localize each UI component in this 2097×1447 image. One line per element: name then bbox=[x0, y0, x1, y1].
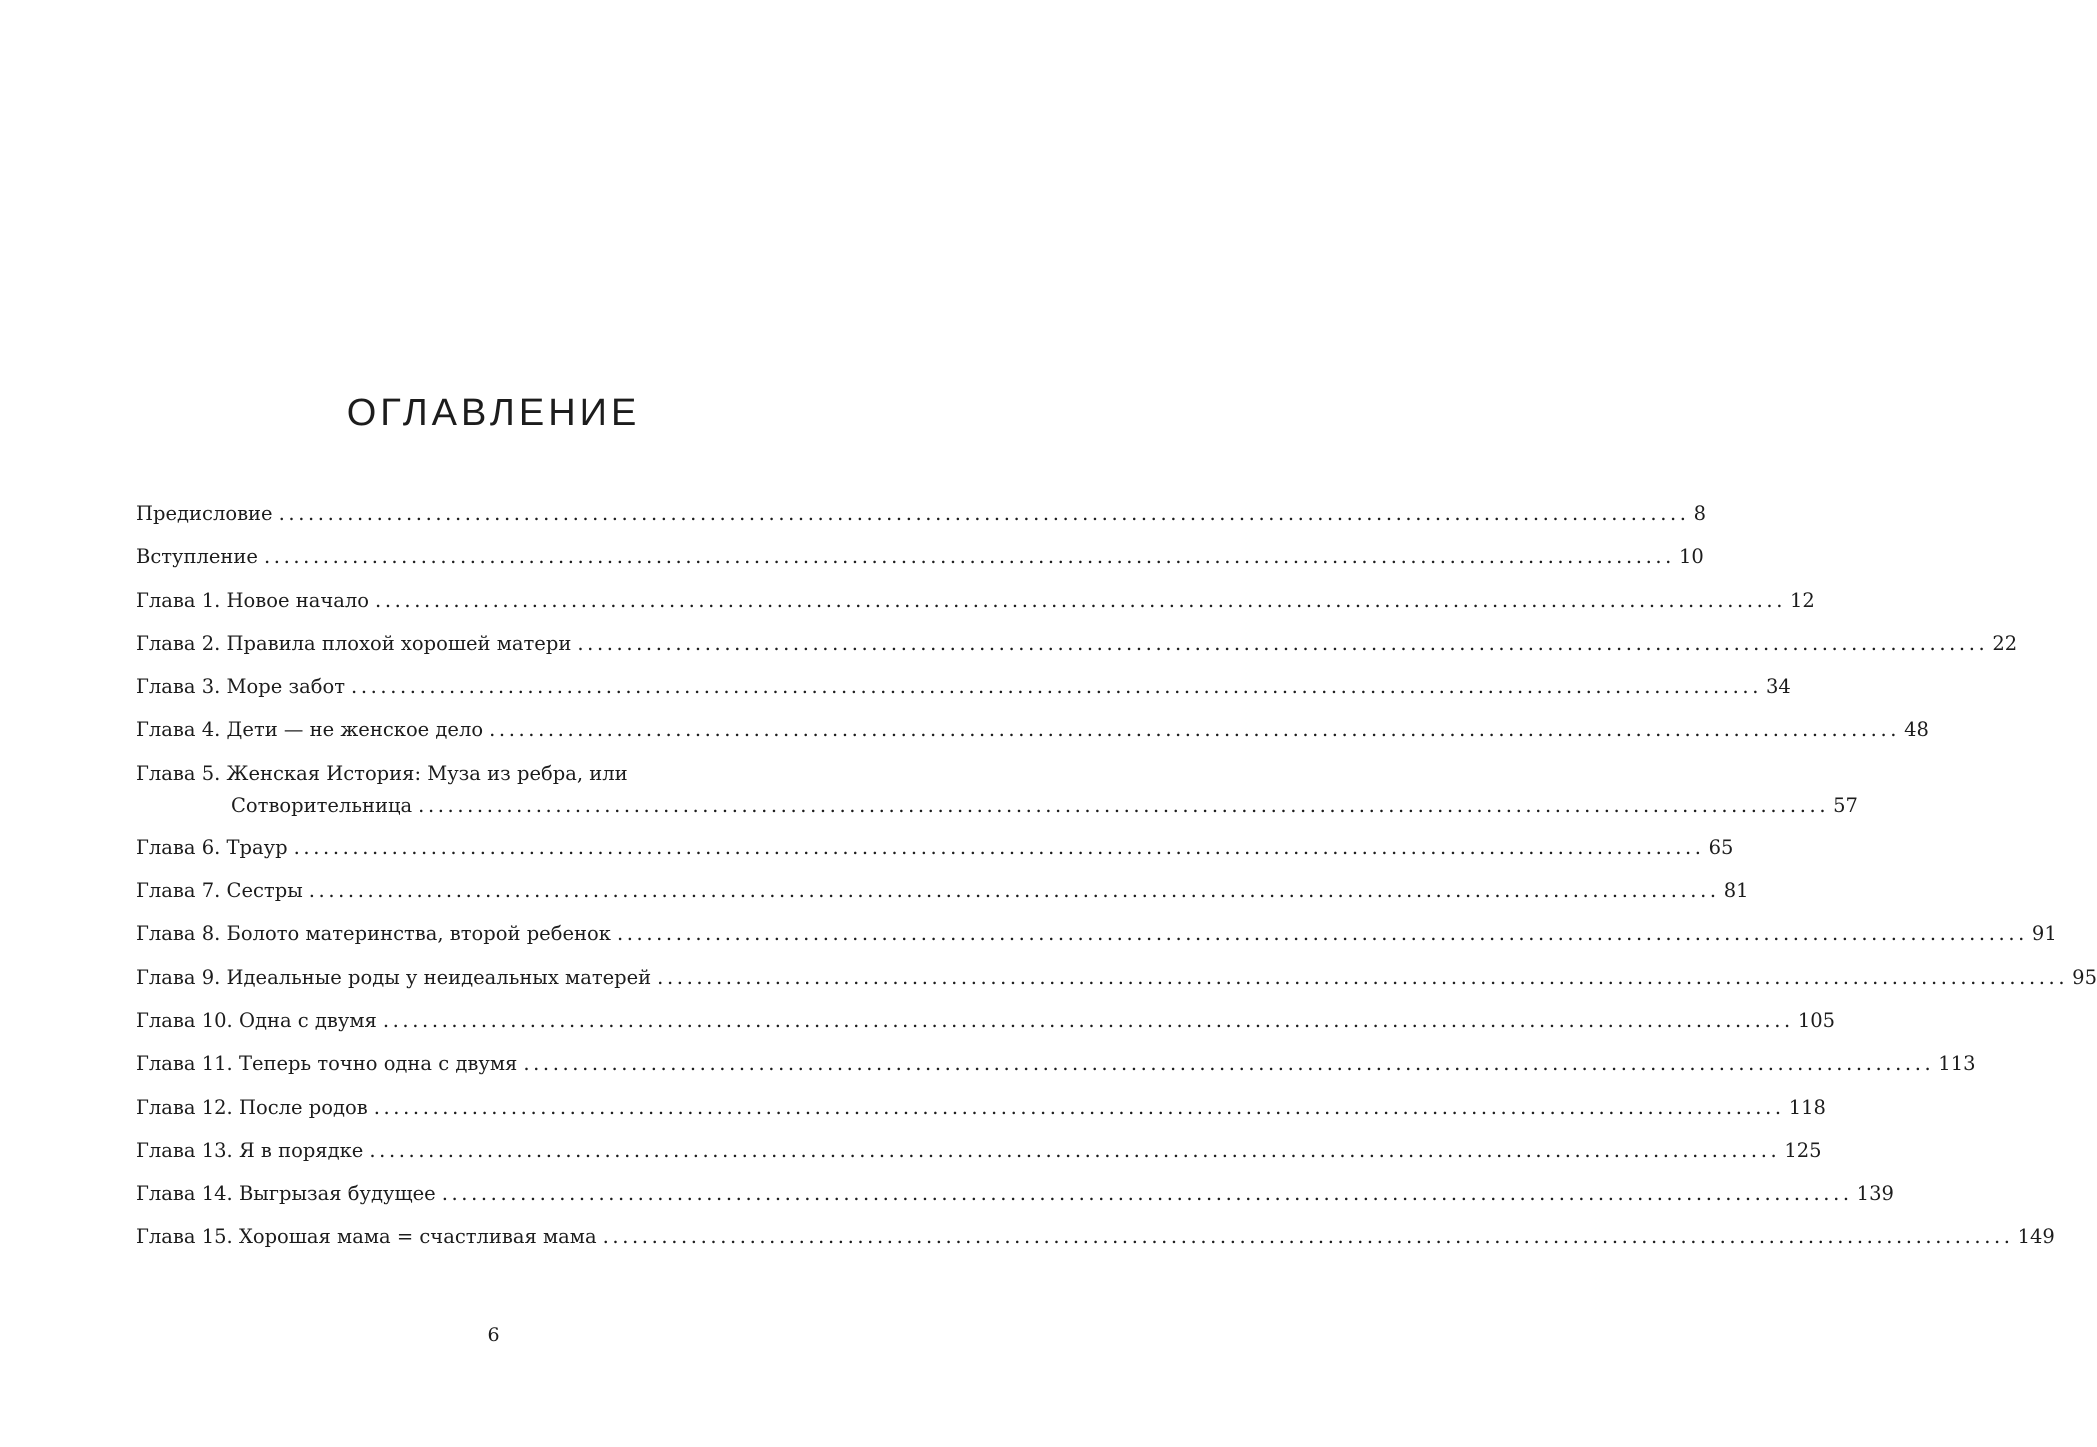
toc-entry-title-line2: Сотворительница bbox=[231, 793, 413, 817]
toc-entry-page: 12 bbox=[1790, 588, 1815, 612]
toc-entry-chapter-label: Глава 10. bbox=[136, 1008, 233, 1032]
toc-entry-page: 8 bbox=[1693, 502, 1707, 525]
toc-entry-chapter-label: Глава 6. bbox=[136, 835, 221, 859]
toc-entry-chapter-label: Глава 5. bbox=[136, 761, 221, 785]
toc-entry[interactable] bbox=[136, 1135, 1822, 1178]
toc-entry-chapter-label: Глава 9. bbox=[136, 965, 221, 989]
toc-entry-page: 139 bbox=[1856, 1182, 1894, 1206]
toc-entry-title: Одна с двумя bbox=[238, 1008, 377, 1032]
toc-entry-chapter-label: Глава 13. bbox=[136, 1138, 233, 1162]
toc-entry-page: 91 bbox=[2031, 922, 2057, 946]
dot-leader: ................................................................................................................................................ bbox=[278, 502, 1690, 525]
page-number: 6 bbox=[487, 1324, 500, 1346]
toc-entry-page: 118 bbox=[1788, 1095, 1826, 1119]
toc-entry[interactable] bbox=[136, 498, 1707, 541]
toc-entry-title: Идеальные роды у неидеальных матерей bbox=[226, 965, 652, 989]
toc-entry[interactable] bbox=[136, 875, 1749, 918]
toc-entry-chapter-label: Глава 12. bbox=[136, 1095, 233, 1119]
toc-entry[interactable] bbox=[136, 758, 1858, 832]
toc-entry-chapter-label: Глава 4. bbox=[136, 718, 221, 742]
toc-entry[interactable] bbox=[136, 628, 2018, 671]
toc-entry-page: 125 bbox=[1784, 1138, 1822, 1162]
toc-entry[interactable] bbox=[136, 714, 1929, 757]
toc-entry-title: Я в порядке bbox=[238, 1138, 364, 1162]
toc-entry[interactable] bbox=[136, 1178, 1894, 1221]
toc-entry-page: 105 bbox=[1797, 1008, 1836, 1032]
toc-entry-chapter-label: Глава 7. bbox=[136, 879, 221, 903]
toc-entry-chapter-label: Глава 15. bbox=[136, 1225, 233, 1249]
toc-entry-page: 113 bbox=[1938, 1052, 1976, 1076]
toc-entry-page: 22 bbox=[1992, 631, 2018, 655]
toc-entry[interactable] bbox=[136, 1221, 2055, 1264]
toc-entry-page: 57 bbox=[1833, 793, 1858, 817]
toc-entry-title: Выгрызая будущее bbox=[238, 1182, 436, 1206]
dot-leader: ................................................................................................................................................ bbox=[602, 1225, 2014, 1249]
dot-leader: ................................................................................................................................................ bbox=[577, 631, 1989, 655]
toc-entry-page: 48 bbox=[1904, 718, 1929, 742]
toc-entry-title: Траур bbox=[226, 835, 288, 859]
dot-leader: ................................................................................................................................................ bbox=[351, 675, 1762, 699]
toc-entry-chapter-label: Глава 1. bbox=[136, 588, 221, 612]
toc-entry-chapter-label: Глава 2. bbox=[136, 631, 221, 655]
dot-leader: ................................................................................................................................................ bbox=[369, 1138, 1781, 1162]
table-of-contents bbox=[136, 498, 2097, 1265]
dot-leader: ................................................................................................................................................ bbox=[657, 965, 2069, 989]
dot-leader: ................................................................................................................................................ bbox=[293, 835, 1705, 859]
toc-entry[interactable] bbox=[136, 1005, 1836, 1048]
toc-entry[interactable] bbox=[136, 918, 2057, 961]
dot-leader: ................................................................................................................................................ bbox=[382, 1008, 1794, 1032]
toc-entry-title: Новое начало bbox=[226, 588, 370, 612]
toc-entry-title: Правила плохой хорошей матери bbox=[226, 631, 572, 655]
toc-entry[interactable] bbox=[136, 671, 1791, 714]
toc-entry-title: Море забот bbox=[226, 675, 346, 699]
dot-leader: ................................................................................................................................................ bbox=[263, 545, 1675, 569]
toc-entry-page: 149 bbox=[2017, 1225, 2055, 1249]
toc-entry[interactable] bbox=[136, 541, 1704, 584]
toc-entry-page: 65 bbox=[1708, 835, 1734, 859]
toc-entry-title: Дети — не женское дело bbox=[226, 718, 484, 742]
toc-entry-page: 34 bbox=[1766, 675, 1791, 699]
toc-entry-title: Хорошая мама = счастливая мама bbox=[238, 1225, 597, 1249]
dot-leader: ................................................................................................................................................ bbox=[616, 922, 2028, 946]
toc-entry-chapter-label: Глава 3. bbox=[136, 675, 221, 699]
toc-entry-page: 95 bbox=[2072, 965, 2097, 989]
dot-leader: ................................................................................................................................................ bbox=[523, 1052, 1935, 1076]
dot-leader: ................................................................................................................................................ bbox=[489, 718, 1901, 742]
toc-entry-title: Предисловие bbox=[136, 502, 273, 525]
toc-entry[interactable] bbox=[136, 1092, 1826, 1135]
toc-entry-title: Сестры bbox=[226, 879, 303, 903]
dot-leader: ................................................................................................................................................ bbox=[418, 793, 1830, 817]
toc-entry[interactable] bbox=[136, 832, 1734, 875]
dot-leader: ................................................................................................................................................ bbox=[375, 588, 1787, 612]
toc-entry-chapter-label: Глава 14. bbox=[136, 1182, 233, 1206]
toc-entry[interactable] bbox=[136, 585, 1815, 628]
toc-entry-page: 10 bbox=[1678, 545, 1704, 569]
toc-entry-title: После родов bbox=[238, 1095, 368, 1119]
toc-entry-title-line1: Женская История: Муза из ребра, или bbox=[226, 761, 628, 785]
toc-entry-chapter-label: Глава 8. bbox=[136, 922, 221, 946]
toc-entry-title: Болото материнства, второй ребенок bbox=[226, 922, 611, 946]
toc-entry-chapter-label: Глава 11. bbox=[136, 1052, 233, 1076]
toc-entry[interactable] bbox=[136, 962, 2097, 1005]
toc-entry-title: Теперь точно одна с двумя bbox=[238, 1052, 518, 1076]
dot-leader: ................................................................................................................................................ bbox=[308, 879, 1720, 903]
toc-entry[interactable] bbox=[136, 1048, 1976, 1091]
dot-leader: ................................................................................................................................................ bbox=[373, 1095, 1785, 1119]
toc-entry-page: 81 bbox=[1723, 879, 1749, 903]
toc-entry-title: Вступление bbox=[136, 545, 258, 569]
page-title: ОГЛАВЛЕНИЕ bbox=[346, 392, 641, 434]
dot-leader: ................................................................................................................................................ bbox=[441, 1182, 1853, 1206]
